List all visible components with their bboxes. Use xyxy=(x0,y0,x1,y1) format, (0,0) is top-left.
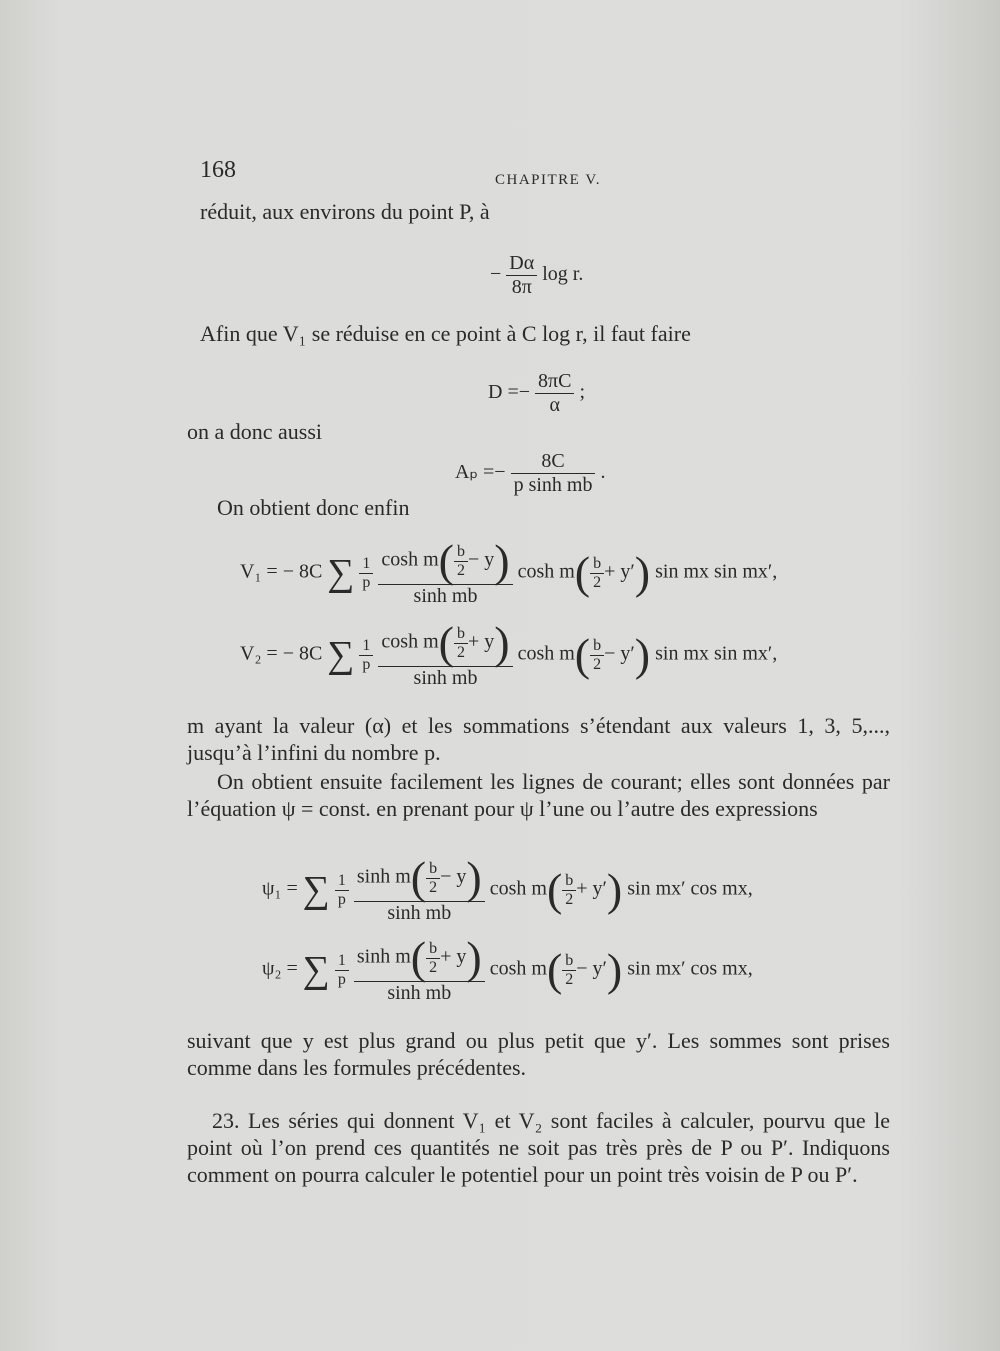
inner-sign: + y xyxy=(440,945,467,968)
mid-term: cosh m xyxy=(489,957,547,980)
page-number: 168 xyxy=(200,157,236,183)
eq-tail: sin mx sin mx′, xyxy=(655,642,778,665)
fraction-den: p xyxy=(362,655,371,673)
fraction-b-2 xyxy=(426,940,440,977)
fraction-num: 8C xyxy=(511,450,596,474)
paren-open: ( xyxy=(438,535,454,586)
paragraph-m-ayant: m ayant la valeur (α) et les sommations s’étendant aux valeurs 1, 3, 5,..., jusqu’à l’infini du nombre p. xyxy=(187,713,890,765)
paren-open: ( xyxy=(574,547,591,598)
paren-open: ( xyxy=(410,932,427,983)
paren-close: ) xyxy=(606,944,623,995)
fraction-den: 8π xyxy=(511,276,532,298)
inner-sign: − y xyxy=(440,865,467,888)
fraction-num: 1 xyxy=(335,952,349,971)
eq-lhs: D =− xyxy=(488,381,531,404)
paren-close: ) xyxy=(494,535,510,586)
fraction-num xyxy=(378,535,512,586)
fraction-den: p sinh mb xyxy=(513,474,593,496)
fraction-den: p xyxy=(362,573,371,591)
paragraph-lignes-courant: On obtient ensuite facilement les lignes de courant; elles sont données par l’équation ψ = const. en prenant pour ψ l’une ou l’autre des expressions xyxy=(187,769,890,821)
fraction-b-2 xyxy=(562,872,576,909)
paren-open: ( xyxy=(410,852,427,903)
fraction-b-2 xyxy=(590,555,604,592)
paren-close: ) xyxy=(466,852,482,903)
mid-term: cosh m xyxy=(489,877,547,900)
paren-close: ) xyxy=(634,629,651,680)
eq-lhs: Aₚ =− xyxy=(455,461,506,484)
fraction-b-2 xyxy=(562,952,576,989)
fraction-main xyxy=(378,617,512,690)
fraction xyxy=(506,252,537,299)
eq-sign: − xyxy=(490,263,502,286)
fraction-den: 2 xyxy=(456,561,465,579)
mid-term: cosh m xyxy=(517,560,575,583)
running-head: CHAPITRE V. xyxy=(495,172,601,188)
equation-psi1 xyxy=(262,852,753,925)
fraction-den: 2 xyxy=(593,655,602,673)
eq-lhs: V₁ = − 8C xyxy=(240,560,323,583)
paragraph-suivant: suivant que y est plus grand ou plus petit que y′. Les sommes sont prises comme dans les formules précédentes. xyxy=(187,1028,890,1080)
paren-close: ) xyxy=(466,932,482,983)
fraction-den: sinh mb xyxy=(387,902,452,924)
sum-sign: ∑ xyxy=(327,634,355,676)
fraction-num: b xyxy=(590,555,604,574)
eq-lhs: V₂ = − 8C xyxy=(240,642,323,665)
eq-lhs: ψ₂ = xyxy=(262,957,298,980)
eq-tail: log r. xyxy=(542,263,584,286)
fraction-b-2 xyxy=(426,860,440,897)
fraction-num: b xyxy=(590,637,604,656)
fraction-main xyxy=(354,932,485,1005)
text-line-reduit: réduit, aux environs du point P, à xyxy=(200,199,490,224)
fraction-b-2 xyxy=(590,637,604,674)
fraction-den: sinh mb xyxy=(413,667,478,689)
text-line-donc-aussi: on a donc aussi xyxy=(187,419,323,444)
fraction-one-over-p xyxy=(335,952,349,989)
equation-V1 xyxy=(240,535,778,608)
mid-sign: − y′ xyxy=(576,957,607,980)
fraction-den: p xyxy=(337,970,346,988)
eq-tail: . xyxy=(600,461,606,484)
fraction-num xyxy=(354,932,485,983)
text-line-enfin: On obtient donc enfin xyxy=(217,495,410,520)
fraction-num: b xyxy=(562,952,576,971)
fraction-b-2 xyxy=(454,625,468,662)
equation-psi2 xyxy=(262,932,753,1005)
paren-open: ( xyxy=(546,944,563,995)
fraction-num xyxy=(378,617,512,668)
fraction-den: 2 xyxy=(593,573,602,591)
fraction-main xyxy=(354,852,485,925)
inner-pre: sinh m xyxy=(356,865,411,888)
sum-sign: ∑ xyxy=(302,949,330,991)
equation-V2 xyxy=(240,617,778,690)
mid-sign: + y′ xyxy=(604,560,635,583)
eq-tail: sin mx sin mx′, xyxy=(655,560,778,583)
fraction-den: 2 xyxy=(429,878,438,896)
fraction-den: 2 xyxy=(565,970,574,988)
paren-open: ( xyxy=(574,629,591,680)
inner-sign: − y xyxy=(467,548,495,571)
eq-lhs: ψ₁ = xyxy=(262,877,298,900)
paren-open: ( xyxy=(546,864,563,915)
mid-sign: − y′ xyxy=(604,642,635,665)
inner-pre: cosh m xyxy=(381,548,439,571)
fraction xyxy=(511,450,596,497)
sum-sign: ∑ xyxy=(327,552,355,594)
fraction-num: b xyxy=(454,543,468,562)
inner-pre: cosh m xyxy=(381,630,439,653)
fraction-num: 1 xyxy=(359,555,373,574)
fraction-b-2 xyxy=(454,543,468,580)
fraction-den: 2 xyxy=(565,890,574,908)
fraction-num: b xyxy=(426,940,440,959)
equation-log xyxy=(490,252,583,299)
fraction-den: sinh mb xyxy=(387,982,452,1004)
equation-D xyxy=(488,370,585,417)
eq-tail: sin mx′ cos mx, xyxy=(627,877,753,900)
fraction-num: 1 xyxy=(335,872,349,891)
text-line-afin: Afin que V₁ se réduise en ce point à C log r, il faut faire xyxy=(200,321,691,346)
fraction-one-over-p xyxy=(359,555,373,592)
mid-sign: + y′ xyxy=(576,877,607,900)
fraction-num: b xyxy=(454,625,468,644)
fraction-main xyxy=(378,535,512,608)
inner-sign: + y xyxy=(467,630,495,653)
paragraph-23: 23. Les séries qui donnent V₁ et V₂ sont faciles à calculer, pourvu que le point où l’on prend ces quantités ne soit pas très près de P ou P′. Indiquons comment on pourra calculer le potentiel pour un point très voisin de P ou P′. xyxy=(187,1108,890,1187)
fraction xyxy=(535,370,574,417)
paren-close: ) xyxy=(634,547,651,598)
fraction-num xyxy=(354,852,485,903)
fraction-num: b xyxy=(426,860,440,879)
fraction-num: Dα xyxy=(506,252,537,276)
fraction-num: 1 xyxy=(359,637,373,656)
fraction-den: α xyxy=(549,394,560,416)
paren-open: ( xyxy=(438,617,454,668)
fraction-num: 8πC xyxy=(535,370,574,394)
fraction-one-over-p xyxy=(335,872,349,909)
fraction-den: 2 xyxy=(429,958,438,976)
equation-Ap xyxy=(455,450,605,497)
inner-pre: sinh m xyxy=(356,945,411,968)
eq-tail: sin mx′ cos mx, xyxy=(627,957,753,980)
paren-close: ) xyxy=(494,617,510,668)
paren-close: ) xyxy=(606,864,623,915)
fraction-num: b xyxy=(562,872,576,891)
fraction-den: sinh mb xyxy=(413,585,478,607)
fraction-den: p xyxy=(337,890,346,908)
eq-tail: ; xyxy=(579,381,586,404)
sum-sign: ∑ xyxy=(302,869,330,911)
fraction-one-over-p xyxy=(359,637,373,674)
mid-term: cosh m xyxy=(517,642,575,665)
fraction-den: 2 xyxy=(456,643,465,661)
